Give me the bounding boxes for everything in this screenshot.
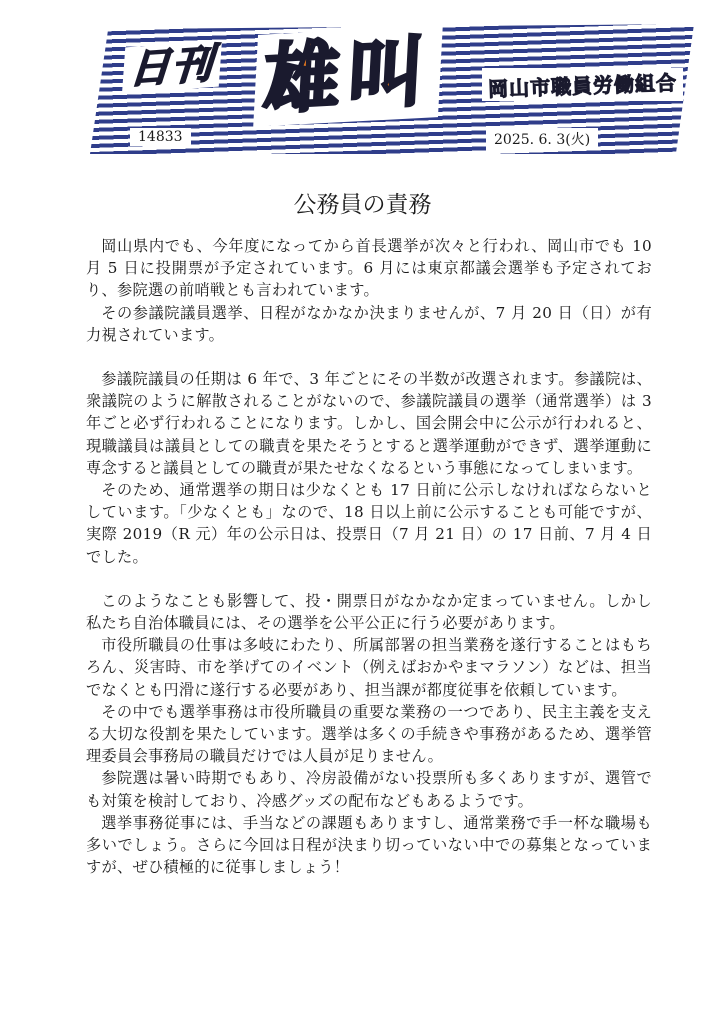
article-paragraph: その中でも選挙事務は市役所職員の重要な業務の一つであり、民主主義を支える大切な役割を果たしています。選挙は多くの手続きや事務があるため、選挙管理委員会事務局の職員だけでは人員が足りません。 <box>86 702 652 766</box>
article-paragraph: このようなことも影響して、投・開票日がなかなか定まっていません。しかし私たち自治体職員には、その選挙を公平公正に行う必要があります。 <box>86 591 652 633</box>
article-paragraph: 選挙事務従事には、手当などの課題もありますし、通常業務で手一杯な職場も多いでしょう。さらに今回は日程が決まり切っていない中での募集となっていますが、ぜひ積極的に従事しましょう！ <box>86 813 652 877</box>
article-paragraph: その参議院議員選挙、日程がなかなか決まりませんが、7 月 20 日（日）が有力視されています。 <box>86 303 652 344</box>
paragraph-gap <box>86 346 652 368</box>
paragraph-gap <box>86 568 652 590</box>
issue-date: 2025. 6. 3(火) <box>486 128 598 150</box>
daily-logo: 日刊 <box>122 41 222 94</box>
newsletter-logo: 雄叫 <box>253 25 443 127</box>
masthead <box>90 24 694 154</box>
article-paragraph: 参院選は暑い時期でもあり、冷房設備がない投票所も多くありますが、選管でも対策を検討しており、冷感グッズの配布などもあるようです。 <box>86 769 652 810</box>
issue-number: 14833 <box>130 128 191 146</box>
article-body <box>86 235 652 878</box>
article-paragraph: そのため、通常選挙の期日は少なくとも 17 日前に公示しなければならないとしています。「少なくとも」なので、18 日以上前に公示することも可能ですが、実際 2019（R 元）年の公示日は、投票日（7 月 21 日）の 17 日前、7 月 4 日でした。 <box>86 481 652 566</box>
article-paragraph: 参議院議員の任期は 6 年で、3 年ごとにその半数が改選されます。参議院は、衆議院のように解散されることがないので、参議院議員の選挙（通常選挙）は 3 年ごと必ず行われることになります。しかし、国会開会中に公示が行われると、現職議員は議員としての職責を果たそうとすると選挙運動ができず、選挙運動に専念すると議員としての職責が果たせなくなるという事態になってしまいます。 <box>86 370 652 477</box>
organization-name: 岡山市職員労働組合 <box>487 70 678 102</box>
organization-badge <box>482 68 683 101</box>
article-paragraph: 岡山県内でも、今年度になってから首長選挙が次々と行われ、岡山市でも 10 月 5 日に投開票が予定されています。6 月には東京都議会選挙も予定されており、参院選の前哨戦とも言われています。 <box>86 237 652 300</box>
article-title: 公務員の責務 <box>293 192 432 218</box>
article-paragraph: 市役所職員の仕事は多岐にわたり、所属部署の担当業務を遂行することはもちろん、災害時、市を挙げてのイベント（例えばおかやまマラソン）などは、担当でなくとも円滑に遂行する必要があり、担当課が都度従事を依頼しています。 <box>86 636 652 699</box>
